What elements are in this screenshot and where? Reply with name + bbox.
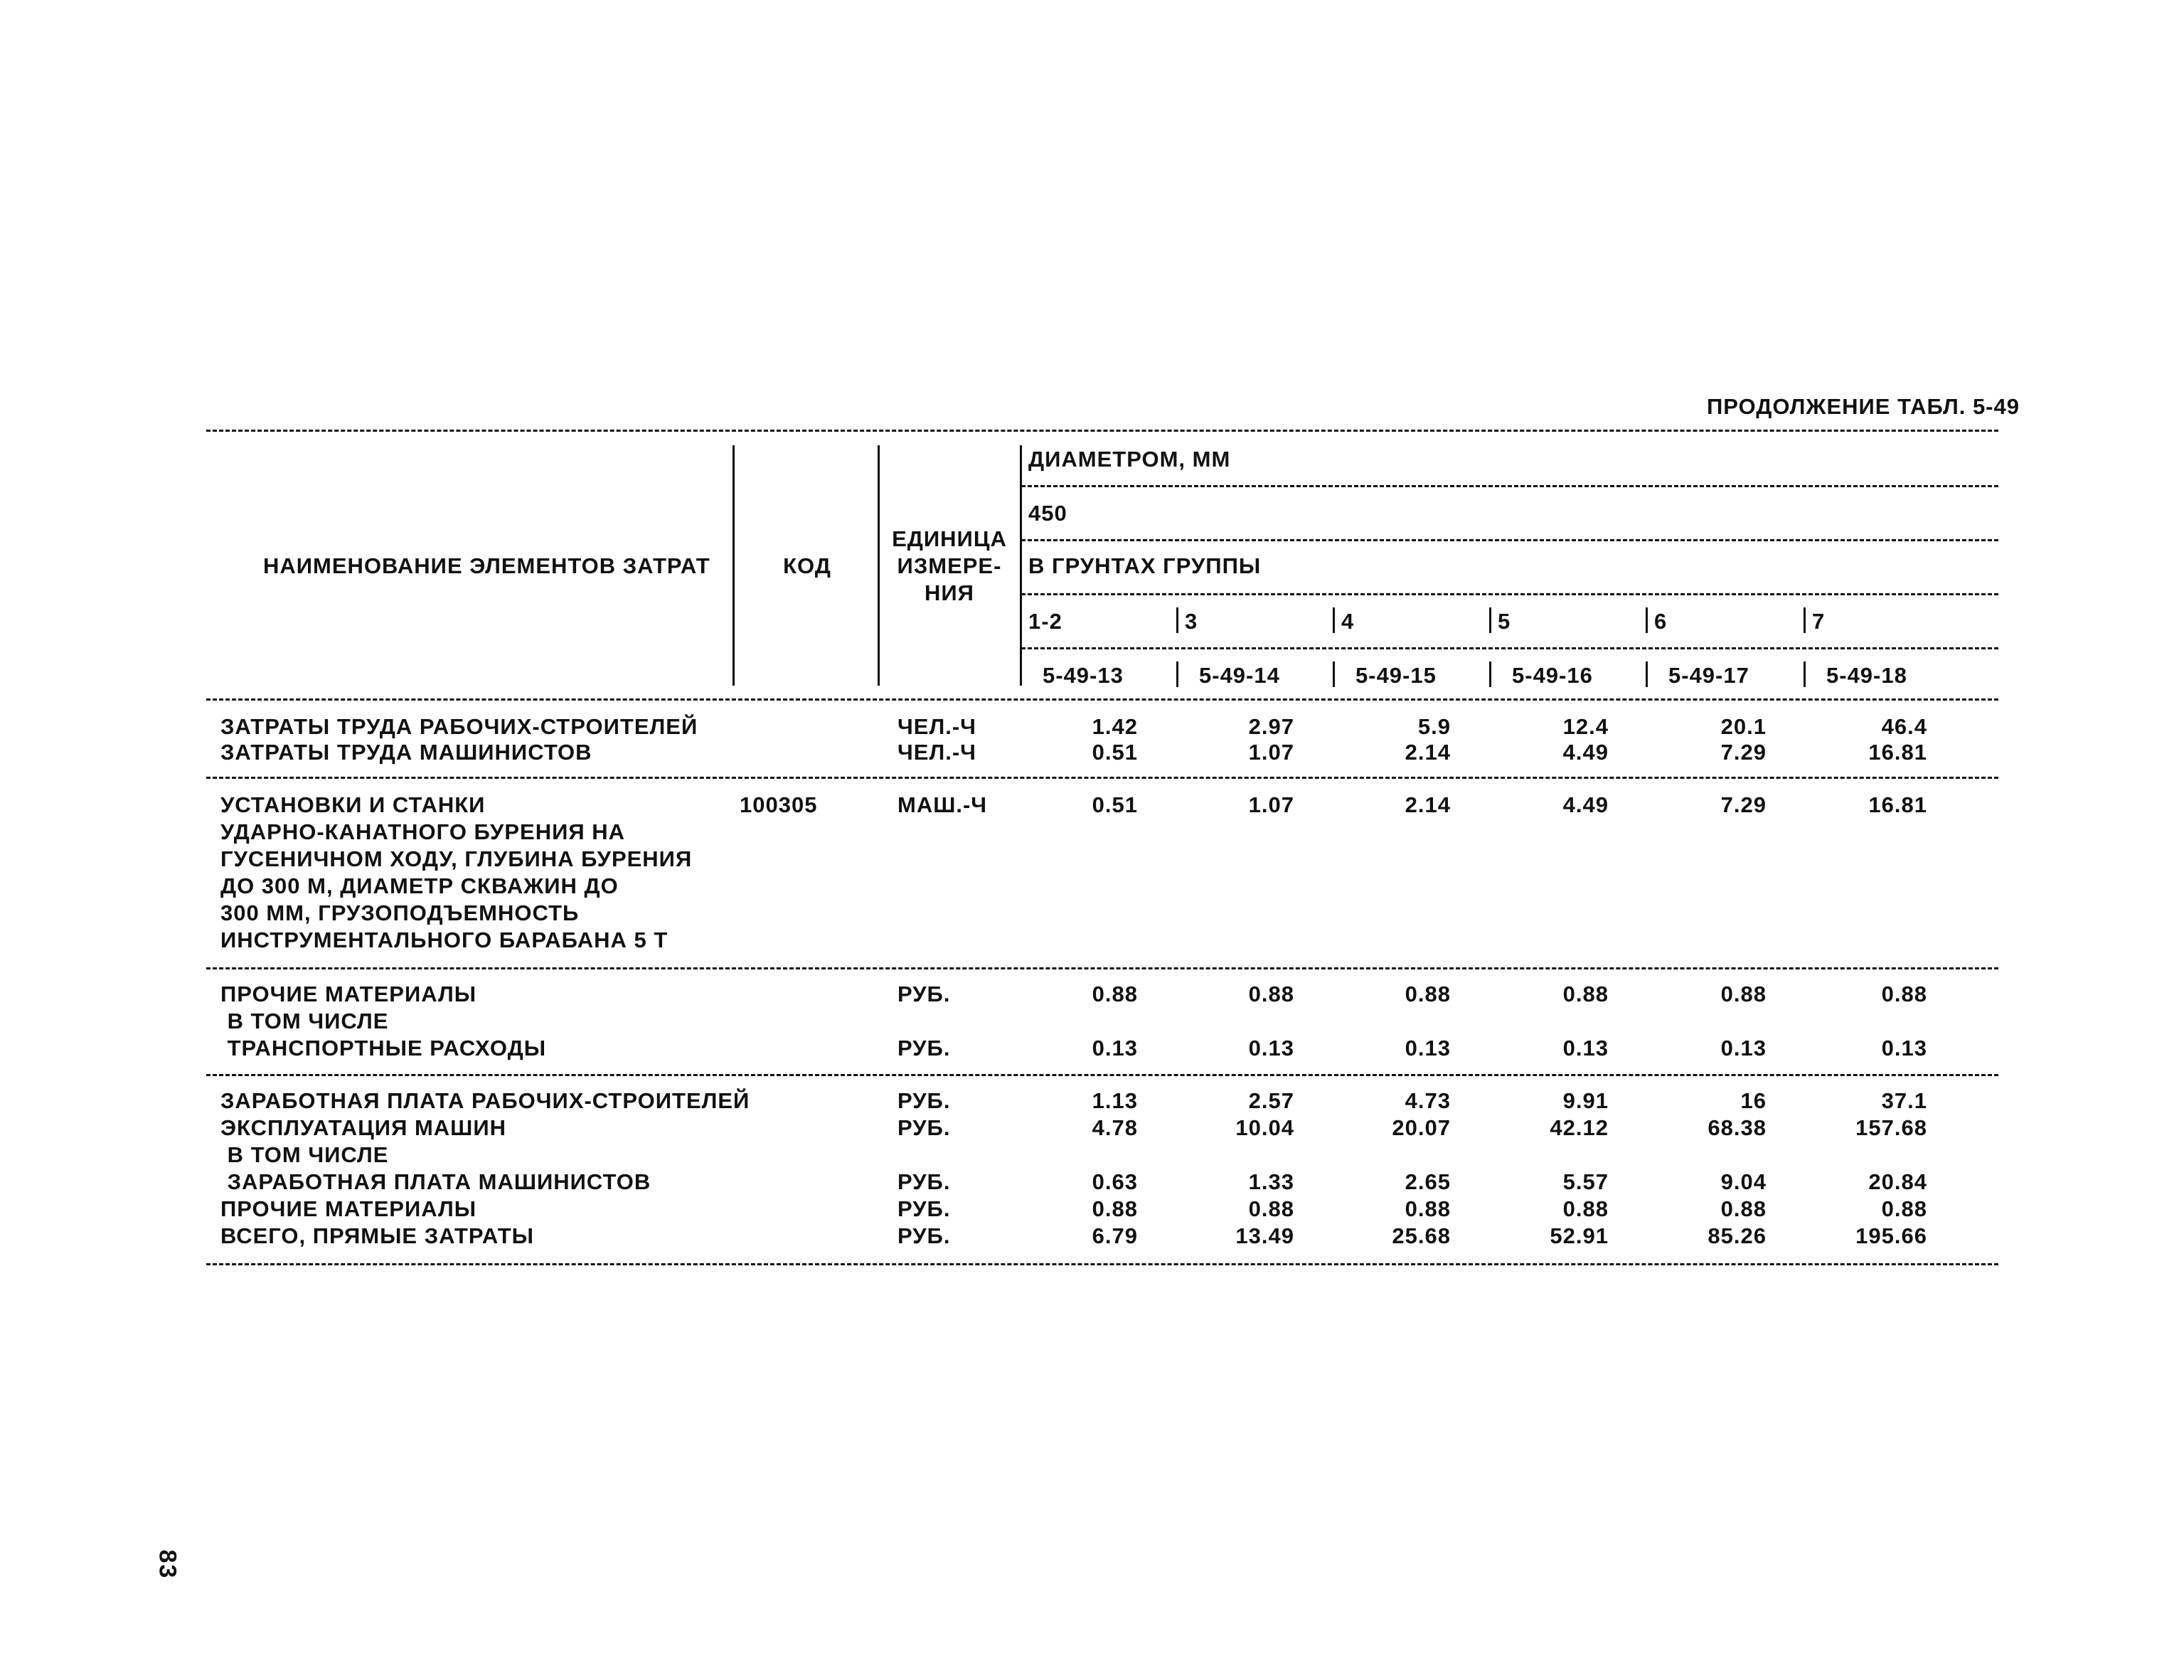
row-value: 0.13 <box>1720 1036 1767 1060</box>
column-separator <box>1489 661 1491 687</box>
diameter-header: ДИАМЕТРОМ, ММ <box>1028 447 1231 472</box>
row-unit: ЧЕЛ.-Ч <box>897 714 976 739</box>
column-separator <box>1646 661 1648 687</box>
row-name: ПРОЧИЕ МАТЕРИАЛЫ <box>220 1196 477 1221</box>
row-unit: РУБ. <box>897 1223 951 1248</box>
row-value: 42.12 <box>1550 1115 1609 1140</box>
row-value: 0.88 <box>1405 1196 1451 1221</box>
row-value: 52.91 <box>1550 1223 1609 1248</box>
norm-code: 5-49-18 <box>1826 663 1907 688</box>
unit-column-header-line3: НИЯ <box>925 580 974 605</box>
row-value: 25.68 <box>1392 1223 1451 1248</box>
column-separator <box>1020 445 1022 686</box>
row-value: 4.49 <box>1562 740 1609 765</box>
norm-code: 5-49-17 <box>1668 663 1749 688</box>
rule <box>1021 539 1998 541</box>
row-value: 2.97 <box>1248 714 1294 739</box>
row-unit: РУБ. <box>897 1036 951 1060</box>
rule <box>1021 485 1998 487</box>
row-name: ГУСЕНИЧНОМ ХОДУ, ГЛУБИНА БУРЕНИЯ <box>220 846 693 871</box>
group-label: 1-2 <box>1028 609 1062 634</box>
norm-code: 5-49-16 <box>1512 663 1593 688</box>
row-value: 2.65 <box>1405 1169 1451 1194</box>
row-value: 0.13 <box>1562 1036 1609 1060</box>
row-value: 10.04 <box>1235 1115 1294 1140</box>
row-unit: РУБ. <box>897 982 951 1006</box>
row-value: 195.66 <box>1855 1223 1927 1248</box>
row-value: 2.14 <box>1405 792 1451 817</box>
row-name: В ТОМ ЧИСЛЕ <box>220 1009 389 1033</box>
row-value: 0.13 <box>1248 1036 1294 1060</box>
row-value: 157.68 <box>1855 1115 1927 1140</box>
row-value: 0.63 <box>1092 1169 1138 1194</box>
rule <box>206 967 1998 969</box>
rule <box>206 698 1998 701</box>
norm-code: 5-49-15 <box>1355 663 1437 688</box>
row-value: 2.14 <box>1405 740 1451 765</box>
row-value: 4.49 <box>1562 792 1609 817</box>
row-unit: РУБ. <box>897 1196 951 1221</box>
row-code: 100305 <box>740 792 818 817</box>
row-value: 0.51 <box>1092 792 1138 817</box>
row-value: 0.13 <box>1881 1036 1927 1060</box>
row-value: 16 <box>1740 1088 1767 1113</box>
row-name: УДАРНО-КАНАТНОГО БУРЕНИЯ НА <box>220 819 626 844</box>
rule <box>206 430 1998 432</box>
group-label: 5 <box>1498 609 1511 634</box>
row-name: ПРОЧИЕ МАТЕРИАЛЫ <box>220 982 477 1006</box>
column-separator <box>1804 607 1806 633</box>
row-value: 1.13 <box>1092 1088 1138 1113</box>
soil-groups-header: В ГРУНТАХ ГРУППЫ <box>1028 553 1262 578</box>
row-value: 0.88 <box>1720 1196 1767 1221</box>
row-unit: МАШ.-Ч <box>897 792 988 817</box>
row-value: 0.13 <box>1405 1036 1451 1060</box>
column-separator <box>1646 607 1648 633</box>
code-column-header: КОД <box>783 553 831 578</box>
row-unit: РУБ. <box>897 1169 951 1194</box>
column-separator <box>1176 661 1178 687</box>
column-separator <box>1333 661 1335 687</box>
norm-code: 5-49-14 <box>1199 663 1280 688</box>
unit-column-header-line1: ЕДИНИЦА <box>892 526 1007 551</box>
row-value: 0.88 <box>1092 1196 1138 1221</box>
page-number: 83 <box>154 1549 181 1580</box>
table-continuation-title: ПРОДОЛЖЕНИЕ ТАБЛ. 5-49 <box>1707 394 2020 419</box>
column-separator <box>1804 661 1806 687</box>
row-name: ДО 300 М, ДИАМЕТР СКВАЖИН ДО <box>220 873 619 898</box>
row-value: 0.88 <box>1405 982 1451 1006</box>
name-column-header: НАИМЕНОВАНИЕ ЭЛЕМЕНТОВ ЗАТРАТ <box>263 553 710 578</box>
column-separator <box>1176 607 1178 633</box>
row-name: ЗАРАБОТНАЯ ПЛАТА РАБОЧИХ-СТРОИТЕЛЕЙ <box>220 1088 750 1113</box>
row-value: 9.04 <box>1720 1169 1767 1194</box>
row-value: 4.73 <box>1405 1088 1451 1113</box>
unit-column-header-line2: ИЗМЕРЕ- <box>897 553 1002 578</box>
row-value: 16.81 <box>1868 740 1927 765</box>
rule <box>206 1263 1998 1265</box>
row-name: В ТОМ ЧИСЛЕ <box>220 1142 389 1167</box>
row-unit: ЧЕЛ.-Ч <box>897 740 976 765</box>
row-name: ИНСТРУМЕНТАЛЬНОГО БАРАБАНА 5 Т <box>220 927 668 952</box>
row-value: 0.88 <box>1562 1196 1609 1221</box>
rule <box>206 1074 1998 1076</box>
row-value: 2.57 <box>1248 1088 1294 1113</box>
row-value: 0.88 <box>1248 982 1294 1006</box>
row-name: ТРАНСПОРТНЫЕ РАСХОДЫ <box>220 1036 547 1060</box>
row-value: 68.38 <box>1708 1115 1767 1140</box>
row-value: 46.4 <box>1881 714 1927 739</box>
row-value: 20.84 <box>1868 1169 1927 1194</box>
column-separator <box>1333 607 1335 633</box>
row-name: УСТАНОВКИ И СТАНКИ <box>220 792 486 817</box>
row-value: 5.57 <box>1562 1169 1609 1194</box>
row-value: 5.9 <box>1417 714 1451 739</box>
row-name: 300 ММ, ГРУЗОПОДЪЕМНОСТЬ <box>220 900 580 925</box>
rule <box>1021 647 1998 649</box>
row-value: 0.88 <box>1248 1196 1294 1221</box>
row-value: 16.81 <box>1868 792 1927 817</box>
row-value: 85.26 <box>1708 1223 1767 1248</box>
column-separator <box>878 445 880 686</box>
row-value: 1.07 <box>1248 740 1294 765</box>
row-value: 20.07 <box>1392 1115 1451 1140</box>
row-value: 0.88 <box>1881 1196 1927 1221</box>
group-label: 6 <box>1654 609 1668 634</box>
row-name: ЗАРАБОТНАЯ ПЛАТА МАШИНИСТОВ <box>220 1169 651 1194</box>
row-value: 7.29 <box>1720 792 1767 817</box>
column-separator <box>1489 607 1491 633</box>
group-label: 3 <box>1185 609 1198 634</box>
row-value: 0.51 <box>1092 740 1138 765</box>
group-label: 4 <box>1341 609 1355 634</box>
norm-code: 5-49-13 <box>1043 663 1124 688</box>
row-value: 0.88 <box>1720 982 1767 1006</box>
row-value: 20.1 <box>1720 714 1767 739</box>
row-name: ВСЕГО, ПРЯМЫЕ ЗАТРАТЫ <box>220 1223 534 1248</box>
column-separator <box>733 445 735 686</box>
row-name: ЗАТРАТЫ ТРУДА РАБОЧИХ-СТРОИТЕЛЕЙ <box>220 714 698 739</box>
row-value: 4.78 <box>1092 1115 1138 1140</box>
row-name: ЭКСПЛУАТАЦИЯ МАШИН <box>220 1115 507 1140</box>
row-name: ЗАТРАТЫ ТРУДА МАШИНИСТОВ <box>220 740 592 765</box>
row-value: 0.88 <box>1562 982 1609 1006</box>
diameter-value: 450 <box>1028 501 1067 526</box>
row-value: 7.29 <box>1720 740 1767 765</box>
row-value: 37.1 <box>1881 1088 1927 1113</box>
rule <box>206 777 1998 779</box>
row-value: 12.4 <box>1562 714 1609 739</box>
row-value: 1.07 <box>1248 792 1294 817</box>
row-value: 1.33 <box>1248 1169 1294 1194</box>
row-unit: РУБ. <box>897 1115 951 1140</box>
row-value: 0.13 <box>1092 1036 1138 1060</box>
group-label: 7 <box>1812 609 1826 634</box>
row-value: 1.42 <box>1092 714 1138 739</box>
row-value: 0.88 <box>1881 982 1927 1006</box>
row-value: 0.88 <box>1092 982 1138 1006</box>
row-value: 13.49 <box>1235 1223 1294 1248</box>
rule <box>1021 593 1998 595</box>
row-value: 9.91 <box>1562 1088 1609 1113</box>
row-value: 6.79 <box>1092 1223 1138 1248</box>
row-unit: РУБ. <box>897 1088 951 1113</box>
